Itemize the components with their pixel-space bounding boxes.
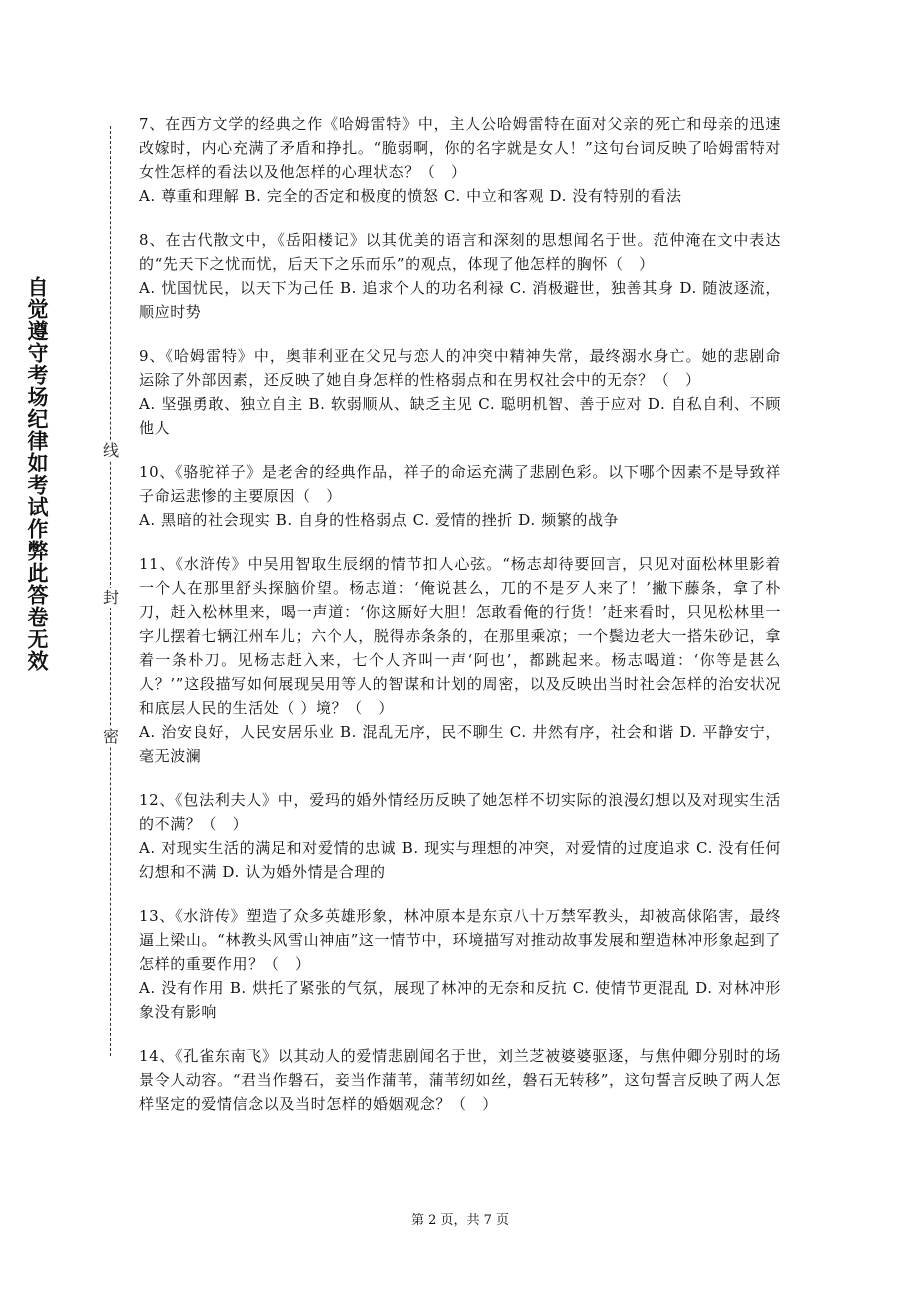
question-7 [139,112,781,208]
question-options: A. 治安良好，人民安居乐业 B. 混乱无序，民不聊生 C. 井然有序，社会和谐 D. 平静安宁，毫无波澜 [139,723,781,765]
question-text: 10、《骆驼祥子》是老舍的经典作品，祥子的命运充满了悲剧色彩。以下哪个因素不是导致祥子命运悲惨的主要原因（ ） [139,463,781,505]
question-8 [139,228,781,324]
seal-mark-line: 线 [102,441,119,460]
page-number-footer: 第 2 页，共 7 页 [410,1213,510,1228]
question-options: A. 坚强勇敢、独立自主 B. 软弱顺从、缺乏主见 C. 聪明机智、善于应对 D. 自私自利、不顾他人 [139,395,781,437]
question-text: 13、《水浒传》塑造了众多英雄形象，林冲原本是东京八十万禁军教头，却被高俅陷害，最终逼上梁山。“林教头风雪山神庙”这一情节中，环境描写对推动故事发展和塑造林冲形象起到了怎样的重要作用？（ ） [139,907,781,973]
exam-discipline-warning: 自觉遵守考场纪律如考试作弊此答卷无效 [25,276,49,672]
question-text: 9、《哈姆雷特》中，奥菲利亚在父兄与恋人的冲突中精神失常，最终溺水身亡。她的悲剧命运除了外部因素，还反映了她自身怎样的性格弱点和在男权社会中的无奈？（ ） [139,347,781,389]
question-14 [139,1044,781,1116]
question-text: 7、在西方文学的经典之作《哈姆雷特》中，主人公哈姆雷特在面对父亲的死亡和母亲的迅速改嫁时，内心充满了矛盾和挣扎。“脆弱啊，你的名字就是女人！”这句台词反映了哈姆雷特对女性怎样的看法以及他怎样的心理状态？（ ） [139,115,781,181]
seal-mark-seal: 封 [102,588,119,607]
question-text: 12、《包法利夫人》中，爱玛的婚外情经历反映了她怎样不切实际的浪漫幻想以及对现实生活的不满？（ ） [139,791,781,833]
question-text: 11、《水浒传》中吴用智取生辰纲的情节扣人心弦。“杨志却待要回言，只见对面松林里影着一个人在那里舒头探脑价望。杨志道：‘俺说甚么，兀的不是歹人来了！’撇下藤条，拿了朴刀，赶入松林里来，喝一声道：‘你这厮好大胆！怎敢看俺的行货！’赶来看时，只见松林里一字儿摆着七辆江州车儿；六个人，脱得赤条条的，在那里乘凉；一个鬓边老大一搭朱砂记，拿着一条朴刀。见杨志赶入来，七个人齐叫一声‘阿也’，都跳起来。杨志喝道：‘你等是甚么人？’”这段描写如何展现吴用等人的智谋和计划的周密，以及反映出当时社会怎样的治安状况和底层人民的生活处（ ）境？（ ） [139,555,781,717]
question-12 [139,788,781,884]
question-options: A. 尊重和理解 B. 完全的否定和极度的愤怒 C. 中立和客观 D. 没有特别的看法 [139,187,682,205]
question-9 [139,344,781,440]
question-11 [139,552,781,768]
question-text: 8、在古代散文中，《岳阳楼记》以其优美的语言和深刻的思想闻名于世。范仲淹在文中表达的“先天下之忧而忧，后天下之乐而乐”的观点，体现了他怎样的胸怀（ ） [139,231,781,273]
question-13 [139,904,781,1024]
question-10 [139,460,781,532]
question-options: A. 对现实生活的满足和对爱情的忠诚 B. 现实与理想的冲突，对爱情的过度追求 C. 没有任何幻想和不满 D. 认为婚外情是合理的 [139,839,781,881]
question-options: A. 黑暗的社会现实 B. 自身的性格弱点 C. 爱情的挫折 D. 频繁的战争 [139,511,620,529]
question-options: A. 没有作用 B. 烘托了紧张的气氛，展现了林冲的无奈和反抗 C. 使情节更混乱 D. 对林冲形象没有影响 [139,979,781,1021]
question-options: A. 忧国忧民，以天下为己任 B. 追求个人的功名利禄 C. 消极避世，独善其身 D. 随波逐流，顺应时势 [139,279,781,321]
question-list [139,112,781,1136]
question-text: 14、《孔雀东南飞》以其动人的爱情悲剧闻名于世，刘兰芝被婆婆驱逐，与焦仲卿分别时的场景令人动容。“君当作磐石，妾当作蒲苇，蒲苇纫如丝，磐石无转移”，这句誓言反映了两人怎样坚定的爱情信念以及当时怎样的婚姻观念？（ ） [139,1047,781,1113]
seal-mark-secret: 密 [102,727,119,746]
